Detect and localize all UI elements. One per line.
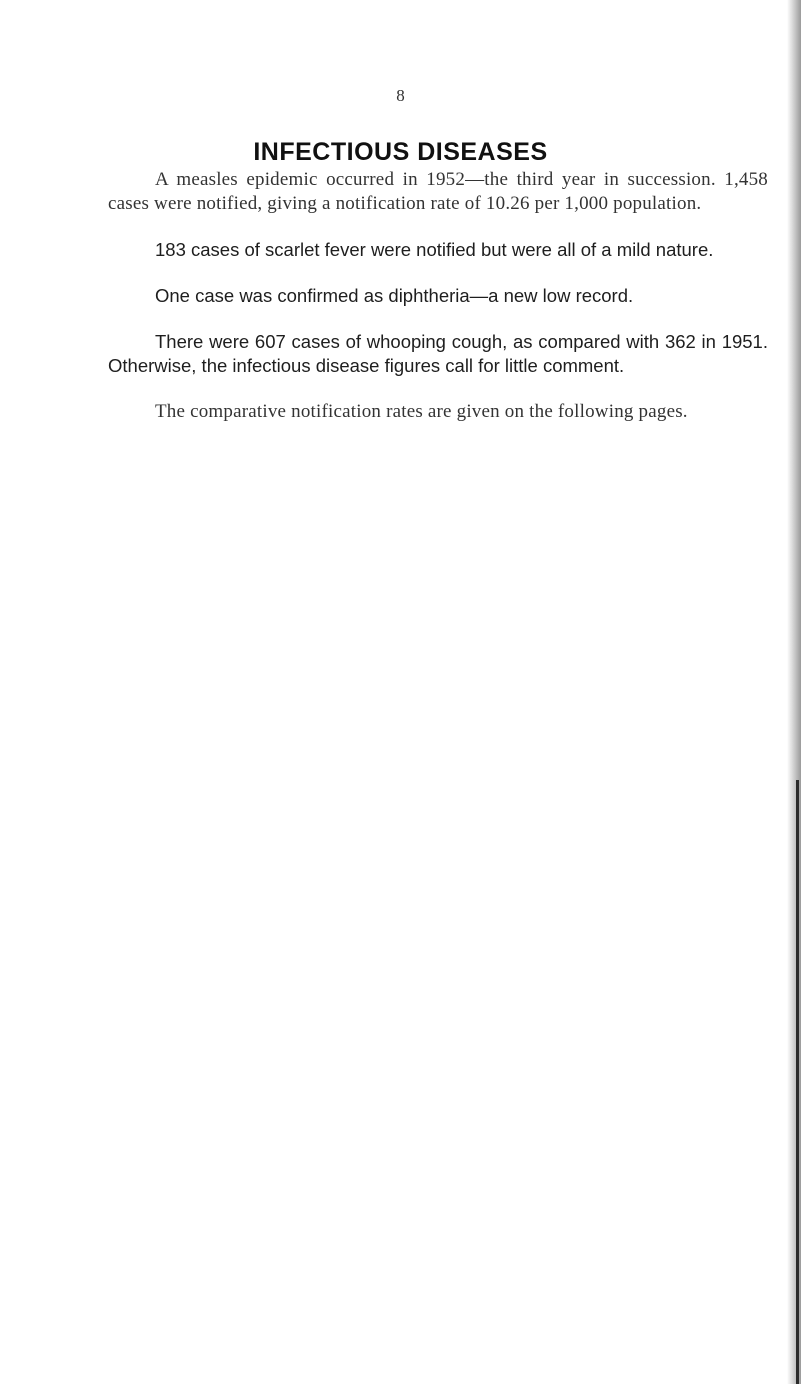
paragraph-diphtheria: One case was confirmed as diphtheria—a new low record. <box>155 285 634 306</box>
paragraph-comparative-rates: The comparative notification rates are given on the following pages. <box>155 401 688 422</box>
paragraph-measles: A measles epidemic occurred in 1952—the third year in succession. 1,458 cases were notified, giving a notification rate of 10.26 per 1,000 population. <box>108 169 768 214</box>
page-number: 8 <box>396 86 405 105</box>
page-edge-line <box>796 780 799 1384</box>
page-title: INFECTIOUS DISEASES <box>253 138 548 166</box>
paragraph-whooping-cough: There were 607 cases of whooping cough, as compared with 362 in 1951. Otherwise, the infectious disease figures call for little comment. <box>108 331 768 376</box>
body-text <box>108 168 768 446</box>
paragraph-scarlet-fever: 183 cases of scarlet fever were notified but were all of a mild nature. <box>155 239 714 260</box>
